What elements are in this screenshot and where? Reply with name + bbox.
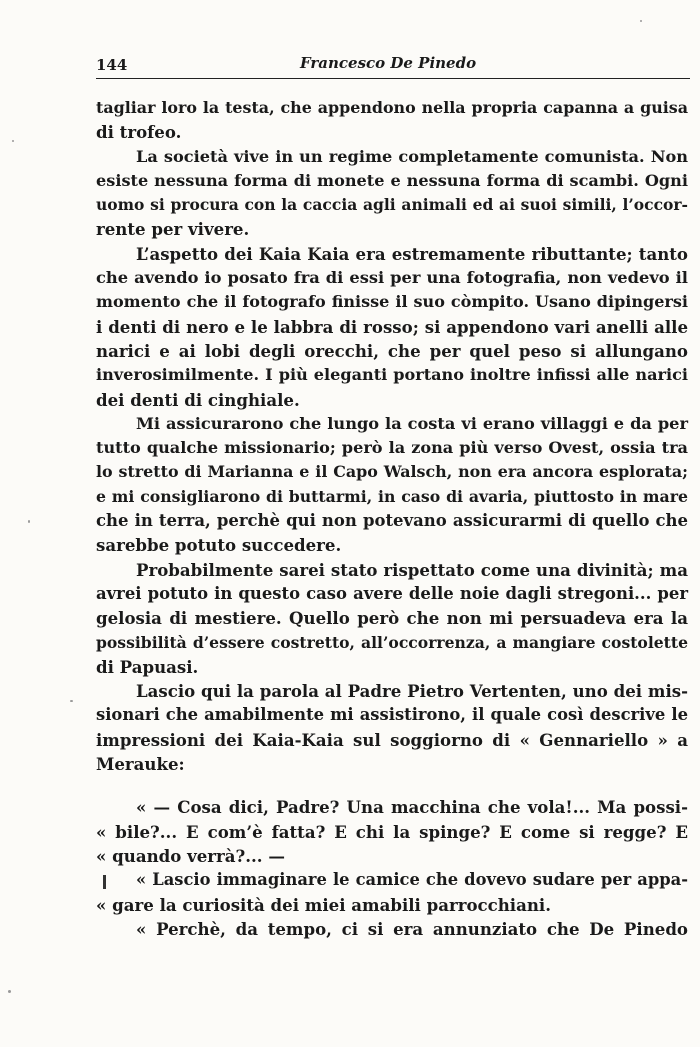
- text-line: che avendo io posato fra di essi per una fotografia, non vedevo il: [96, 268, 688, 288]
- text-line: rente per vivere.: [96, 219, 250, 240]
- text-line: dei denti di cinghiale.: [96, 389, 300, 410]
- text-line: « quando verrà?... —: [96, 845, 285, 866]
- text-line: « Lascio immaginare le camice che dovevo sudare per appa-: [136, 870, 688, 890]
- page-number: 144: [96, 56, 128, 74]
- paper-speck: [28, 520, 30, 523]
- text-line: La società vive in un regime completamente comunista. Non: [136, 146, 688, 166]
- text-line: « Perchè, da tempo, ci si era annunziato che De Pinedo: [136, 918, 688, 939]
- text-line: uomo si procura con la caccia agli animali ed ai suoi simili, l’occor-: [96, 195, 688, 215]
- text-line: tutto qualche missionario; però la zona più verso Ovest, ossia tra: [96, 438, 688, 458]
- text-line: e mi consigliarono di buttarmi, in caso di avaria, piuttosto in mare: [96, 486, 688, 506]
- text-line: L’aspetto dei Kaia Kaia era estremamente ributtante; tanto: [136, 243, 688, 264]
- paper-speck: [640, 20, 642, 22]
- text-line: impressioni dei Kaia-Kaia sul soggiorno di « Gennariello » a: [96, 729, 688, 750]
- text-line: « gare la curiosità dei miei amabili parrocchiani.: [96, 894, 552, 915]
- margin-mark: [103, 875, 106, 889]
- paper-speck: [70, 700, 73, 702]
- paper-speck: [12, 140, 14, 142]
- text-line: Probabilmente sarei stato rispettato come una divinità; ma: [136, 559, 688, 580]
- page-header: [96, 54, 690, 78]
- paper-speck: [8, 990, 11, 993]
- text-line: che in terra, perchè qui non potevano assicurarmi di quello che: [96, 511, 688, 531]
- text-line: di Papuasi.: [96, 656, 199, 677]
- text-line: di trofeo.: [96, 122, 182, 143]
- text-line: avrei potuto in questo caso avere delle noie dagli stregoni... per: [96, 583, 688, 603]
- text-line: Lascio qui la parola al Padre Pietro Vertenten, uno dei mis-: [136, 681, 688, 702]
- text-line: sarebbe potuto succedere.: [96, 535, 342, 556]
- body-text: [96, 96, 688, 941]
- text-line: gelosia di mestiere. Quello però che non mi persuadeva era la: [96, 608, 688, 629]
- text-line: esiste nessuna forma di monete e nessuna forma di scambi. Ogni: [96, 170, 688, 190]
- text-line: inverosimilmente. I più eleganti portano inoltre infissi alle narici: [96, 365, 688, 385]
- text-line: sionari che amabilmente mi assistirono, il quale così descrive le: [96, 705, 688, 725]
- text-line: Merauke:: [96, 754, 185, 775]
- text-line: narici e ai lobi degli orecchi, che per quel peso si allungano: [96, 340, 688, 361]
- text-line: i denti di nero e le labbra di rosso; si appendono vari anelli alle: [96, 316, 688, 337]
- text-line: Mi assicurarono che lungo la costa vi erano villaggi e da per: [136, 413, 688, 433]
- text-line: possibilità d’essere costretto, all’occorrenza, a mangiare costolette: [96, 632, 688, 652]
- running-head: Francesco De Pinedo: [300, 54, 477, 72]
- text-line: momento che il fotografo finisse il suo còmpito. Usano dipingersi: [96, 292, 688, 312]
- text-line: tagliar loro la testa, che appendono nella propria capanna a guisa: [96, 98, 688, 117]
- text-line: lo stretto di Marianna e il Capo Walsch, non era ancora esplorata;: [96, 462, 688, 482]
- text-line: « — Cosa dici, Padre? Una macchina che vola!... Ma possi-: [136, 797, 688, 818]
- header-rule: [96, 78, 690, 79]
- text-line: « bile?... E com’è fatta? E chi la spinge? E come si regge? E: [96, 821, 688, 842]
